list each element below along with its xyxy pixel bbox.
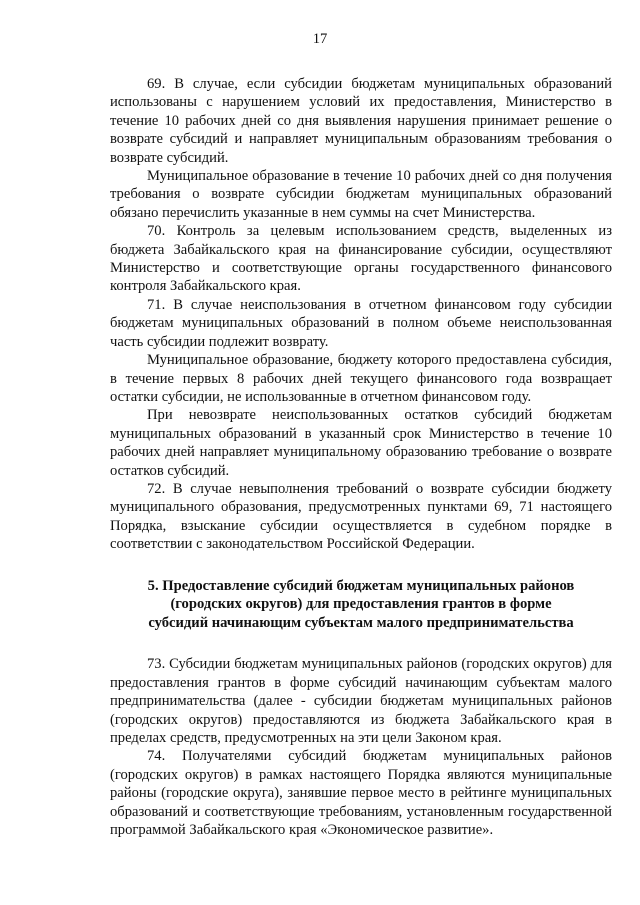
paragraph-71-nonreturn: При невозврате неиспользованных остатков субсидий бюджетам муниципальных образований в указанный срок Министерство в течение 10 рабочих дней направляет муниципальному образованию требование о возврате остатков субсидий. <box>110 407 612 479</box>
paragraph-70: 70. Контроль за целевым использованием средств, выделенных из бюджета Забайкальского края на финансирование субсидии, осуществляют Министерство и соответствующие органы государственного финансового контроля Забайкальского края. <box>110 223 612 295</box>
document-body <box>110 75 612 839</box>
paragraph-69: 69. В случае, если субсидии бюджетам муниципальных образований использованы с нарушением условий их предоставления, Министерство в течение 10 рабочих дней со дня выявления нарушения принимает решение о возврате субсидий и направляет муниципальным образованиям требования о возврате субсидий. <box>110 76 612 166</box>
paragraph-74: 74. Получателями субсидий бюджетам муниципальных районов (городских округов) в рамках настоящего Порядка являются муниципальные районы (городские округа), занявшие первое место в рейтинге муниципальных образований и соответствующие требованиям, установленным государственной программой Забайкальского края «Экономическое развитие». <box>110 748 612 838</box>
page-number: 17 <box>312 31 328 47</box>
paragraph-71-return: Муниципальное образование, бюджету которого предоставлена субсидия, в течение первых 8 рабочих дней текущего финансового года возвращает остатки субсидии, не использованные в отчетном финансовом году. <box>110 352 612 405</box>
section-heading <box>110 577 612 633</box>
paragraph-71: 71. В случае неиспользования в отчетном финансовом году субсидии бюджетам муниципальных образований в полном объеме неиспользованная часть субсидии подлежит возврату. <box>110 296 612 350</box>
paragraph-69-obligation: Муниципальное образование в течение 10 рабочих дней со дня получения требования о возврате субсидии бюджетам муниципальных образований обязано перечислить указанные в нем суммы на счет Министерства. <box>110 168 612 221</box>
paragraph-73: 73. Субсидии бюджетам муниципальных районов (городских округов) для предоставления грантов в форме субсидий начинающим субъектам малого предпринимательства (далее - субсидии бюджетам муниципальных районов (городских округов) предоставляются из бюджета Забайкальского края в пределах средств, предусмотренных на эти цели Законом края. <box>110 656 612 746</box>
section-heading-line: субсидий начинающим субъектам малого предпринимательства <box>148 614 574 631</box>
paragraph-72: 72. В случае невыполнения требований о возврате субсидии бюджету муниципального образования, предусмотренных пунктами 69, 71 настоящего Порядка, взыскание субсидии осуществляется в судебном порядке в соответствии с законодательством Российской Федерации. <box>110 480 612 553</box>
section-heading-line: (городских округов) для предоставления грантов в форме <box>170 596 552 613</box>
section-heading-line: 5. Предоставление субсидий бюджетам муниципальных районов <box>147 577 575 594</box>
